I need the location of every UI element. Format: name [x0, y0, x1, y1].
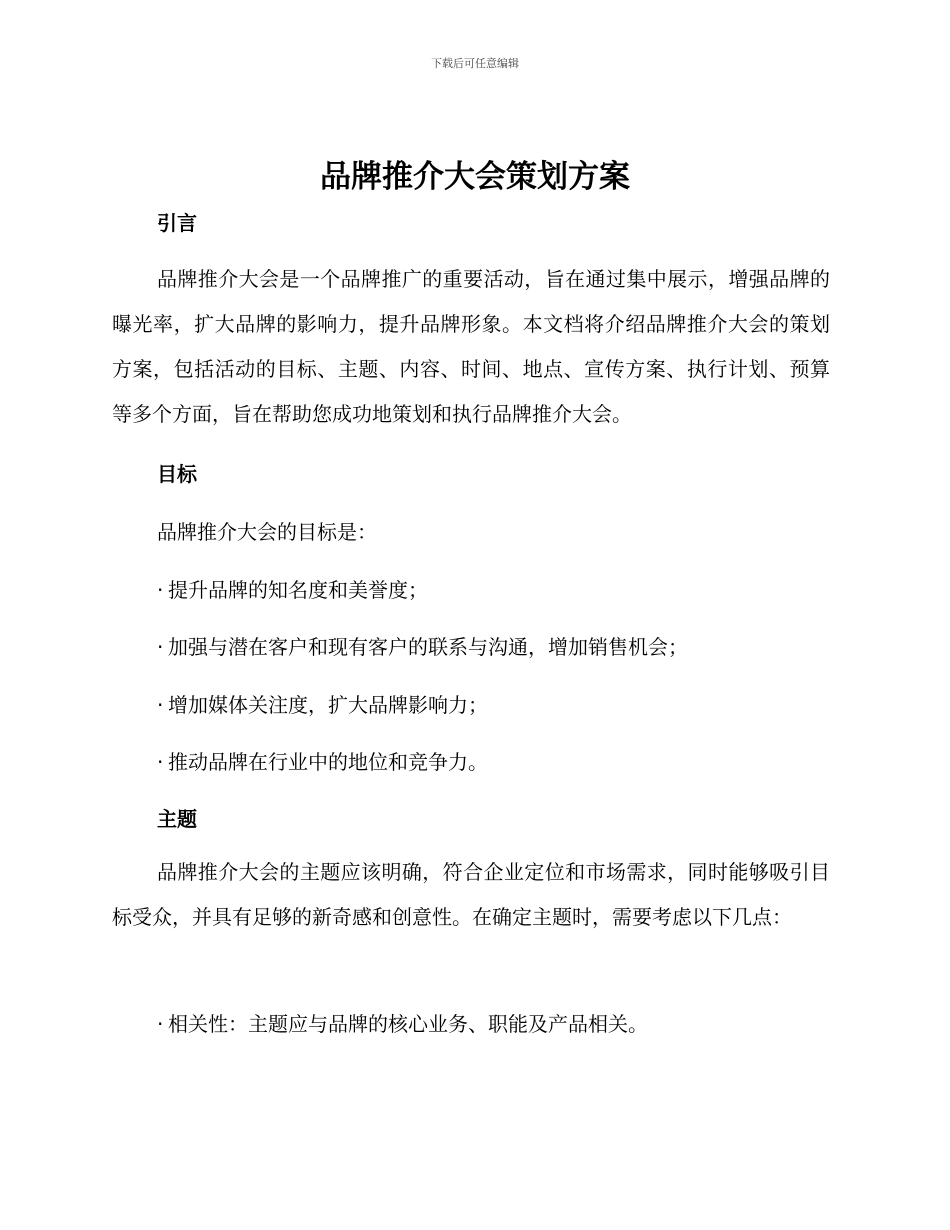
list-item-text: 相关性：主题应与品牌的核心业务、职能及产品相关。: [168, 1012, 648, 1036]
list-item: [157, 631, 688, 660]
bullet-marker: ·: [157, 693, 164, 717]
section-heading-intro: 引言: [157, 211, 197, 235]
document-title: 品牌推介大会策划方案: [320, 159, 630, 195]
list-item: [157, 746, 488, 775]
bullet-marker: ·: [157, 578, 164, 602]
section-heading-theme: 主题: [157, 807, 197, 831]
list-item-text: 增加媒体关注度，扩大品牌影响力；: [168, 693, 488, 717]
list-item-text: 推动品牌在行业中的地位和竞争力。: [168, 750, 488, 774]
list-item-text: 加强与潜在客户和现有客户的联系与沟通，增加销售机会；: [168, 635, 688, 659]
theme-paragraph: 品牌推介大会的主题应该明确，符合企业定位和市场需求，同时能够吸引目标受众，并具有足够的新奇感和创意性。在确定主题时，需要考虑以下几点：: [112, 860, 830, 929]
bullet-marker: ·: [157, 635, 164, 659]
header-note: 下载后可任意编辑: [431, 57, 519, 70]
goals-intro: 品牌推介大会的目标是：: [157, 520, 377, 544]
section-heading-goals: 目标: [157, 462, 197, 486]
bullet-marker: ·: [157, 750, 164, 774]
bullet-marker: ·: [157, 1012, 164, 1036]
list-item-text: 提升品牌的知名度和美誉度；: [168, 578, 428, 602]
intro-paragraph: 品牌推介大会是一个品牌推广的重要活动，旨在通过集中展示，增强品牌的曝光率，扩大品牌的影响力，提升品牌形象。本文档将介绍品牌推介大会的策划方案，包括活动的目标、主题、内容、时间、地点、宣传方案、执行计划、预算等多个方面，旨在帮助您成功地策划和执行品牌推介大会。: [112, 267, 830, 426]
list-item: [157, 1008, 648, 1037]
list-item: [157, 689, 488, 718]
list-item: [157, 574, 428, 603]
